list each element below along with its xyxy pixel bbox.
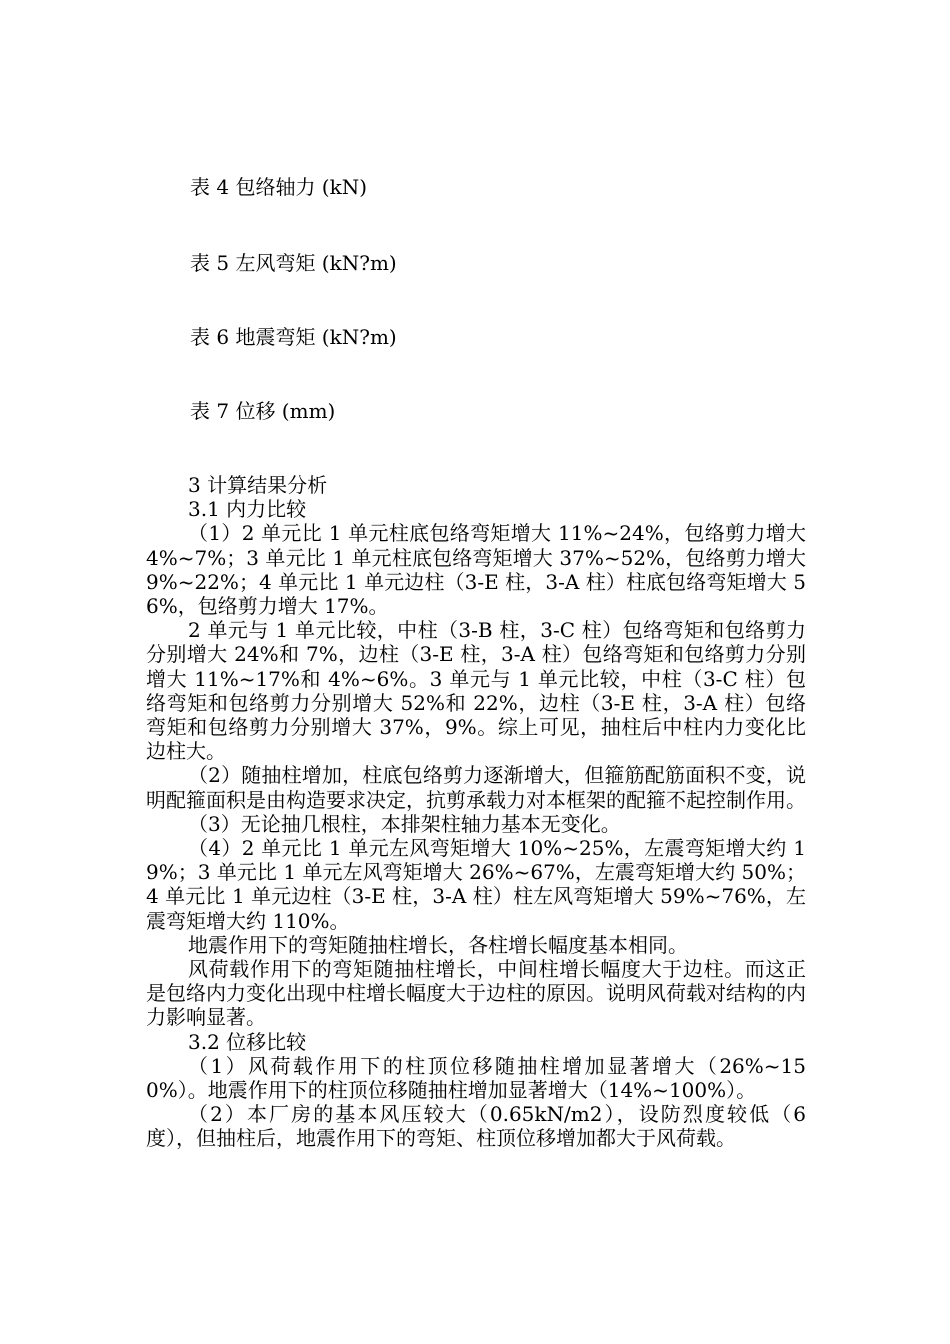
paragraph-5: （4）2 单元比 1 单元左风弯矩增大 10%~25%，左震弯矩增大约 19%；3 单元比 1 单元左风弯矩增大 26%~67%，左震弯矩增大约 50%；4 单元比 1 单元边柱（3-E 柱，3-A 柱）柱左风弯矩增大 59%~76%，左震弯矩增大约 110%。 [146,836,806,933]
paragraph-7: 风荷载作用下的弯矩随抽柱增长，中间柱增长幅度大于边柱。而这正是包络内力变化出现中柱增长幅度大于边柱的原因。说明风荷载对结构的内力影响显著。 [146,957,806,1030]
paragraph-8: （1）风荷载作用下的柱顶位移随抽柱增加显著增大（26%~150%）。地震作用下的柱顶位移随抽柱增加显著增大（14%~100%）。 [146,1053,806,1103]
body-text [146,473,806,1151]
paragraph-3: （2）随抽柱增加，柱底包络剪力逐渐增大，但箍筋配筋面积不变，说明配箍面积是由构造要求决定，抗剪承载力对本框架的配箍不起控制作用。 [146,763,806,812]
table-6-caption: 表 6 地震弯矩 (kN?m) [190,325,397,349]
table-7-caption: 表 7 位移 (mm) [190,399,336,423]
paragraph-9: （2）本厂房的基本风压较大（0.65kN/m2），设防烈度较低（6 度），但抽柱后，地震作用下的弯矩、柱顶位移增加都大于风荷载。 [146,1102,806,1151]
paragraph-2: 2 单元与 1 单元比较，中柱（3-B 柱，3-C 柱）包络弯矩和包络剪力分别增大 24%和 7%，边柱（3-E 柱，3-A 柱）包络弯矩和包络剪力分别增大 11%~17%和 4%~6%。3 单元与 1 单元比较，中柱（3-C 柱）包络弯矩和包络剪力分别增大 52%和 22%，边柱（3-E 柱，3-A 柱）包络弯矩和包络剪力分别增大 37%，9%。综上可见，抽柱后中柱内力变化比边柱大。 [146,618,806,764]
section-3-title: 3 计算结果分析 [188,473,328,497]
paragraph-4: （3）无论抽几根柱，本排架柱轴力基本无变化。 [188,811,621,836]
table-4-caption: 表 4 包络轴力 (kN) [190,175,368,199]
section-3-1-title: 3.1 内力比较 [188,497,307,522]
table-5-caption: 表 5 左风弯矩 (kN?m) [190,251,397,275]
paragraph-1: （1）2 单元比 1 单元柱底包络弯矩增大 11%~24%，包络剪力增大 4%~7%；3 单元比 1 单元柱底包络弯矩增大 37%~52%，包络剪力增大 9%~22%；4 单元比 1 单元边柱（3-E 柱，3-A 柱）柱底包络弯矩增大 56%，包络剪力增大 17%。 [146,521,806,619]
paragraph-6: 地震作用下的弯矩随抽柱增长，各柱增长幅度基本相同。 [188,932,688,957]
section-3-2-title: 3.2 位移比较 [188,1029,307,1054]
